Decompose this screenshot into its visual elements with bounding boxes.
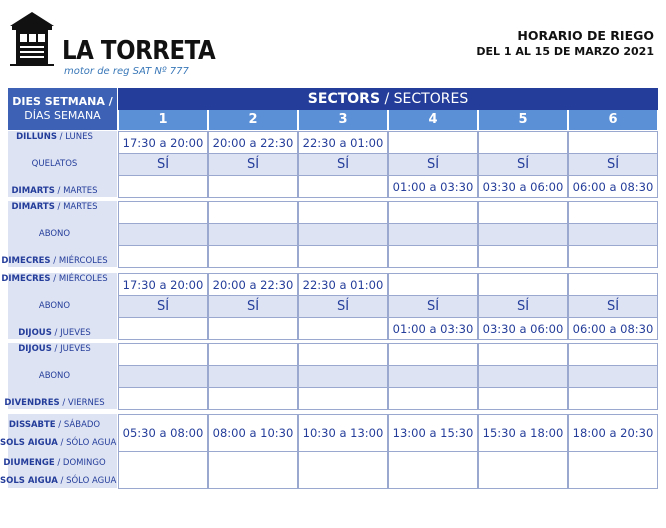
schedule-cell xyxy=(208,451,298,489)
schedule-cell xyxy=(388,245,478,268)
schedule-cell xyxy=(298,201,388,224)
tower-icon xyxy=(8,12,56,66)
schedule-cell: 03:30 a 06:00 xyxy=(478,175,568,198)
schedule-cell xyxy=(568,223,658,246)
schedule-cell: SÍ xyxy=(208,153,298,176)
schedule-cell: 18:00 a 20:30 xyxy=(568,414,658,452)
schedule-cell: SÍ xyxy=(388,153,478,176)
sector-number-2: 2 xyxy=(209,110,297,130)
schedule-cell: 17:30 a 20:00 xyxy=(118,131,208,154)
day-label: DIMARTS / MARTES xyxy=(11,186,98,196)
day-label: DIVENDRES / VIERNES xyxy=(4,398,105,408)
schedule-cell xyxy=(118,365,208,388)
brand-name: LA TORRETA xyxy=(62,36,216,66)
schedule-cell xyxy=(208,387,298,410)
page-title: HORARIO DE RIEGO xyxy=(517,28,654,43)
day-label: QUELATOS xyxy=(31,159,78,169)
schedule-cell: 20:00 a 22:30 xyxy=(208,131,298,154)
schedule-cell xyxy=(388,343,478,366)
schedule-cell: 01:00 a 03:30 xyxy=(388,175,478,198)
schedule-cell xyxy=(388,387,478,410)
day-label: ABONO xyxy=(38,229,71,239)
schedule-cell xyxy=(568,131,658,154)
schedule-cell: 22:30 a 01:00 xyxy=(298,273,388,296)
schedule-cell: 03:30 a 06:00 xyxy=(478,317,568,340)
schedule-cell xyxy=(208,365,298,388)
schedule-cell xyxy=(478,387,568,410)
schedule-cell xyxy=(388,451,478,489)
sector-number-4: 4 xyxy=(389,110,477,130)
date-range: DEL 1 AL 15 DE MARZO 2021 xyxy=(476,45,654,58)
schedule-cell: SÍ xyxy=(298,295,388,318)
sector-number-5: 5 xyxy=(479,110,567,130)
schedule-cell xyxy=(478,273,568,296)
schedule-cell xyxy=(478,365,568,388)
schedule-cell xyxy=(118,387,208,410)
day-label: ABONO xyxy=(38,301,71,311)
day-label: ABONO xyxy=(38,371,71,381)
schedule-cell xyxy=(568,273,658,296)
schedule-cell xyxy=(478,131,568,154)
schedule-cell: SÍ xyxy=(478,295,568,318)
schedule-cell xyxy=(298,365,388,388)
schedule-cell: SÍ xyxy=(118,153,208,176)
schedule-cell xyxy=(568,387,658,410)
schedule-cell xyxy=(208,175,298,198)
schedule-cell xyxy=(388,273,478,296)
day-label: DIMECRES / MIÉRCOLES xyxy=(1,274,108,284)
schedule-cell xyxy=(118,245,208,268)
sectors-header xyxy=(118,88,658,110)
schedule-cell xyxy=(298,343,388,366)
schedule-cell: 20:00 a 22:30 xyxy=(208,273,298,296)
sectores-label: / SECTORES xyxy=(380,91,469,107)
schedule-cell xyxy=(298,223,388,246)
schedule-cell: SÍ xyxy=(568,295,658,318)
schedule-cell: 01:00 a 03:30 xyxy=(388,317,478,340)
schedule-cell xyxy=(388,201,478,224)
schedule-cell: SÍ xyxy=(478,153,568,176)
schedule-cell xyxy=(568,343,658,366)
day-label: DIJOUS / JUEVES xyxy=(18,328,91,338)
schedule-cell xyxy=(118,201,208,224)
schedule-cell xyxy=(208,201,298,224)
day-label: DISSABTE / SÁBADO xyxy=(8,420,101,430)
schedule-cell xyxy=(208,317,298,340)
schedule-cell xyxy=(478,343,568,366)
schedule-cell xyxy=(298,451,388,489)
schedule-cell xyxy=(118,451,208,489)
schedule-cell xyxy=(118,317,208,340)
schedule-cell xyxy=(208,223,298,246)
day-label: DIUMENGE / DOMINGO xyxy=(3,458,106,468)
days-header-line1: DIES SETMANA / xyxy=(12,95,113,108)
days-header-line2: DÍAS SEMANA xyxy=(24,109,101,122)
schedule-cell xyxy=(208,245,298,268)
schedule-cell: 06:00 a 08:30 xyxy=(568,317,658,340)
schedule-cell xyxy=(118,175,208,198)
day-label: DIMARTS / MARTES xyxy=(11,202,98,212)
sectors-label: SECTORS xyxy=(307,91,381,107)
schedule-cell: SÍ xyxy=(388,295,478,318)
schedule-cell: SÍ xyxy=(208,295,298,318)
schedule-cell xyxy=(568,451,658,489)
schedule-cell xyxy=(478,245,568,268)
schedule-cell: SÍ xyxy=(568,153,658,176)
schedule-cell xyxy=(478,201,568,224)
day-label: SOLS AIGUA / SÓLO AGUA xyxy=(0,438,117,448)
day-label: DIMECRES / MIÉRCOLES xyxy=(1,256,108,266)
schedule-cell: SÍ xyxy=(118,295,208,318)
schedule-cell: 15:30 a 18:00 xyxy=(478,414,568,452)
schedule-cell xyxy=(118,343,208,366)
schedule-cell xyxy=(298,175,388,198)
schedule-cell xyxy=(478,451,568,489)
schedule-cell xyxy=(388,223,478,246)
schedule-cell xyxy=(568,201,658,224)
schedule-cell xyxy=(208,343,298,366)
schedule-cell: 13:00 a 15:30 xyxy=(388,414,478,452)
schedule-cell: SÍ xyxy=(298,153,388,176)
schedule-cell xyxy=(478,223,568,246)
schedule-cell: 10:30 a 13:00 xyxy=(298,414,388,452)
schedule-cell xyxy=(568,365,658,388)
schedule-cell xyxy=(388,131,478,154)
schedule-cell: 06:00 a 08:30 xyxy=(568,175,658,198)
day-label: SOLS AIGUA / SÓLO AGUA xyxy=(0,476,117,486)
schedule-cell xyxy=(298,317,388,340)
schedule-cell xyxy=(298,387,388,410)
brand-subtitle: motor de reg SAT Nº 777 xyxy=(64,66,189,77)
sector-number-3: 3 xyxy=(299,110,387,130)
schedule-cell: 08:00 a 10:30 xyxy=(208,414,298,452)
schedule-cell xyxy=(568,245,658,268)
logo xyxy=(8,12,216,77)
schedule-cell xyxy=(298,245,388,268)
days-header xyxy=(8,88,117,130)
day-label: DILLUNS / LUNES xyxy=(16,132,93,142)
schedule-cell: 22:30 a 01:00 xyxy=(298,131,388,154)
schedule-cell xyxy=(388,365,478,388)
sector-number-1: 1 xyxy=(119,110,207,130)
schedule-cell xyxy=(118,223,208,246)
day-label: DIJOUS / JUEVES xyxy=(18,344,91,354)
sector-number-6: 6 xyxy=(569,110,657,130)
schedule-cell: 05:30 a 08:00 xyxy=(118,414,208,452)
schedule-cell: 17:30 a 20:00 xyxy=(118,273,208,296)
